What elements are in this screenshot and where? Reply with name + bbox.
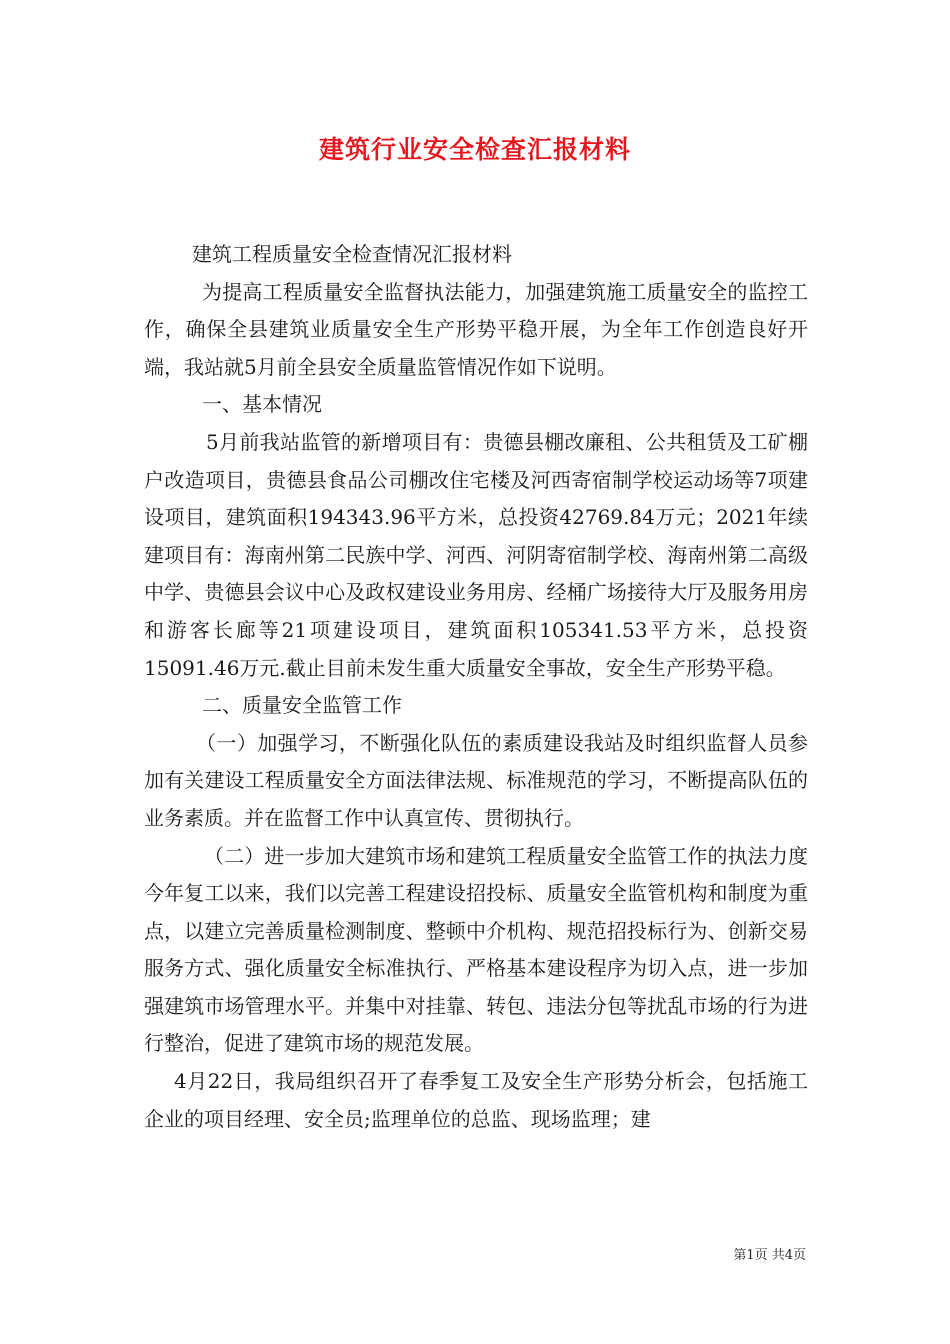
paragraph-intro: 为提高工程质量安全监督执法能力，加强建筑施工质量安全的监控工作，确保全县建筑业质量安全生产形势平稳开展，为全年工作创造良好开端，我站就5月前全县安全质量监管情况作如下说明。: [144, 279, 808, 379]
section-heading-supervision: 二、质量安全监管工作: [202, 693, 402, 718]
paragraph-subtitle: 建筑工程质量安全检查情况汇报材料: [192, 242, 512, 266]
page-number-footer: 第1页 共4页: [733, 1248, 806, 1263]
paragraph-item-one: （一）加强学习，不断强化队伍的素质建设我站及时组织监督人员参加有关建设工程质量安全方面法律法规、标准规范的学习，不断提高队伍的业务素质。并在监督工作中认真宣传、贯彻执行。: [144, 730, 808, 830]
paragraph-april-meeting: 4月22日，我局组织召开了春季复工及安全生产形势分析会，包括施工企业的项目经理、安全员;监理单位的总监、现场监理；建: [144, 1069, 808, 1131]
document-body: [144, 236, 808, 1138]
paragraph-item-two: （二）进一步加大建筑市场和建筑工程质量安全监管工作的执法力度今年复工以来，我们以完善工程建设招投标、质量安全监管机构和制度为重点，以建立完善质量检测制度、整顿中介机构、规范招投标行为、创新交易服务方式、强化质量安全标准执行、严格基本建设程序为切入点，进一步加强建筑市场管理水平。并集中对挂靠、转包、违法分包等扰乱市场的行为进行整治，促进了建筑市场的规范发展。: [144, 843, 808, 1056]
section-heading-basic: 一、基本情况: [202, 392, 322, 417]
document-title: 建筑行业安全检查汇报材料: [318, 135, 631, 164]
paragraph-basic-situation: 5月前我站监管的新增项目有：贵德县棚改廉租、公共租赁及工矿棚户改造项目，贵德县食品公司棚改住宅楼及河西寄宿制学校运动场等7项建设项目，建筑面积194343.96平方米，总投资42769.84万元；2021年续建项目有：海南州第二民族中学、河西、河阴寄宿制学校、海南州第二高级中学、贵德县会议中心及政权建设业务用房、经桶广场接待大厅及服务用房和游客长廊等21项建设项目，建筑面积105341.53平方米，总投资15091.46万元.截止目前未发生重大质量安全事故，安全生产形势平稳。: [144, 429, 808, 680]
